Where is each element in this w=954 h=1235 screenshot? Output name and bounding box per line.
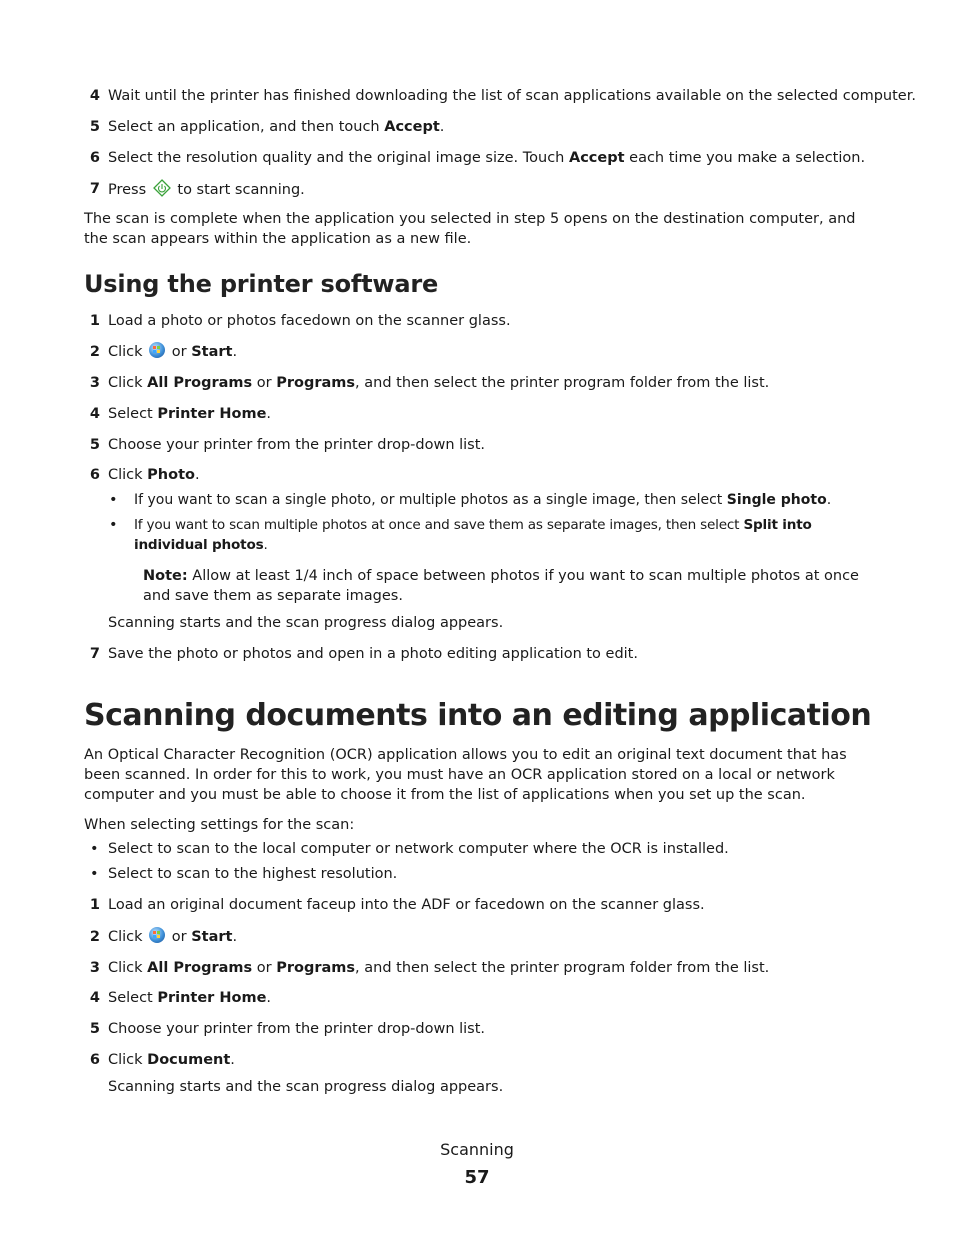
start-diamond-icon	[153, 179, 171, 197]
scanning-starts-text: Scanning starts and the scan progress dialog appears.	[108, 1079, 504, 1095]
section-heading-editing-application: Scanning documents into an editing application	[84, 698, 872, 733]
footer-section-label: Scanning	[440, 1140, 514, 1159]
section-heading-printer-software: Using the printer software	[84, 270, 439, 298]
windows-start-icon	[149, 342, 165, 358]
scan-complete-paragraph: The scan is complete when the application you selected in step 5 opens on the destination computer, and the scan appears within the application as a new file.	[84, 211, 856, 247]
page-number: 57	[464, 1167, 490, 1188]
ocr-paragraph: An Optical Character Recognition (OCR) application allows you to edit an original text document that has been scanned. In order for this to work, you must have an OCR application stored on a local or network computer and you must be able to choose it from the list of applications when you set up the scan.	[84, 747, 847, 803]
settings-intro: When selecting settings for the scan:	[84, 817, 355, 833]
windows-start-icon	[149, 927, 165, 943]
scanning-starts-text: Scanning starts and the scan progress dialog appears.	[108, 615, 504, 631]
note: Note: Allow at least 1/4 inch of space between photos if you want to scan multiple photos at once and save them as separate images.	[143, 568, 859, 604]
